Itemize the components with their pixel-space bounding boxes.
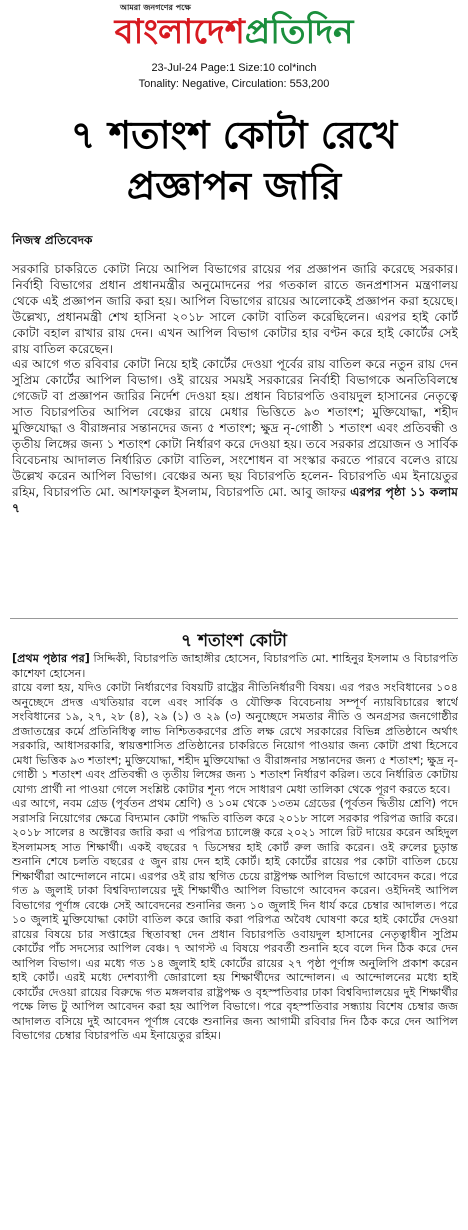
logo-name-red: বাংলাদেশ: [114, 12, 245, 52]
continuation-paragraph-1-text: সিদ্দিকী, বিচারপতি জাহাঙ্গীর হোসেন, বিচারপতি মো. শাহিনুর ইসলাম ও বিচারপতি কাশেফা হোসেন।: [12, 652, 458, 680]
byline: নিজস্ব প্রতিবেদক: [12, 233, 93, 247]
continuation-paragraph-1: [12, 652, 458, 681]
lead-paragraph-2: [12, 357, 458, 516]
lead-paragraph-2-text: এর আগে গত রবিবার কোটা নিয়ে হাই কোর্টের দেওয়া পূর্বের রায় বাতিল করে নতুন রায় দেন সুপ্রিম কোর্টের আপিল বিভাগ। ওই রায়ের সময়ই সরকারের নির্বাহী বিভাগকে অনতিবিলম্বে গেজেট বা প্রজ্ঞাপন জারির নির্দেশ দেওয়া হয়। প্রধান বিচারপতি ওবায়দুল হাসানের নেতৃত্বে সাত বিচারপতির আপিল বেঞ্চের রায়ে মেধার ভিত্তিতে ৯৩ শতাংশ; মুক্তিযোদ্ধা, শহীদ মুক্তিযোদ্ধা ও বীরাঙ্গনার সন্তানদের জন্য ৫ শতাংশ; ক্ষুদ্র নৃ-গোষ্ঠী ১ শতাংশ এবং প্রতিবন্ধী ও তৃতীয় লিঙ্গের জন্য ১ শতাংশ কোটা নির্ধারণ করে দেওয়া হয়। তবে সরকার প্রয়োজন ও সার্বিক বিবেচনায় আদালত নির্ধারিত কোটা বাতিল, সংশোধন বা সংস্কার করতে পারবে বলেও রায়ে উল্লেখ করেন আপিল বিভাগ। বেঞ্চের অন্য ছয় বিচারপতি হলেন- বিচারপতি এম ইনায়েতুর রহিম, বিচারপতি মো. আশফাকুল ইসলাম, বিচারপতি মো. আবু জাফর: [12, 357, 458, 499]
lead-article-body: [12, 262, 458, 610]
lead-paragraph-1: সরকারি চাকরিতে কোটা নিয়ে আপিল বিভাগের রায়ের পর প্রজ্ঞাপন জারি করেছে সরকার। নির্বাহী বিভাগের প্রধান প্রধানমন্ত্রীর অনুমোদনের পর গতকাল রাতে জনপ্রশাসন মন্ত্রণালয় থেকে এই প্রজ্ঞাপন জারি করা হয়। আপিল বিভাগের রায়ের আলোকেই প্রজ্ঞাপন করা হয়েছে। উল্লেখ্য, প্রধানমন্ত্রী শেখ হাসিনা ২০১৮ সালে কোটা বাতিল করেছিলেন। এরপর হাই কোর্ট কোটা বহাল রাখার রায় দেন। এখন আপিল বিভাগ কোটার হার বণ্টন করে হাই কোর্টের সেই রায় বাতিল করেছেন।: [12, 262, 458, 356]
logo-name-green: প্রতিদিন: [244, 12, 354, 52]
continued-on-page: এরপর পৃষ্ঠা ১১ কলাম ৭: [12, 484, 458, 515]
continuation-body: [12, 652, 458, 1224]
continued-from-label: [প্রথম পৃষ্ঠার পর]: [12, 652, 90, 665]
headline-line-1: ৭ শতাংশ কোটা রেখে: [70, 113, 398, 157]
continuation-title: ৭ শতাংশ কোটা: [181, 631, 287, 651]
section-divider: [10, 618, 458, 619]
masthead: [0, 0, 468, 58]
headline-line-2: প্রজ্ঞাপন জারি: [126, 164, 342, 208]
clip-meta-date-size: 23-Jul-24 Page:1 Size:10 col*inch: [151, 62, 317, 74]
newspaper-logo: [0, 12, 468, 58]
clip-meta-tonality: Tonality: Negative, Circulation: 553,200: [138, 78, 330, 90]
continuation-paragraph-3: এর আগে, নবম গ্রেড (পূর্বতন প্রথম শ্রেণি) ও ১০ম থেকে ১৩তম গ্রেডের (পূর্বতন দ্বিতীয় শ্রেণি) পদে সরাসরি নিয়োগের ক্ষেত্রে বিদ্যমান কোটা পদ্ধতি বাতিল করে ২০১৮ সালে সরকার পরিপত্র জারি করে। ২০১৮ সালের ৪ অক্টোবর জারি করা এ পরিপত্র চ্যালেঞ্জ করে ২০২১ সালে রিট দায়ের করেন অহিদুল ইসলামসহ সাত শিক্ষার্থী। একই বছরের ৭ ডিসেম্বর হাই কোর্ট রুল জারি করেন। ওই রুলের চূড়ান্ত শুনানি শেষে চলতি বছরের ৫ জুন রায় দেন হাই কোর্ট। হাই কোর্টের রায়ের পর কোটা বাতিল চেয়ে শিক্ষার্থীরা আন্দোলনে নামে। এরপর ওই রায় স্থগিত চেয়ে রাষ্ট্রপক্ষ আপিল বিভাগে আবেদন করে। পরে গত ৯ জুলাই ঢাকা বিশ্ববিদ্যালয়ের দুই শিক্ষার্থীও আপিল বিভাগে আবেদন করেন। ওইদিনই আপিল বিভাগের পূর্ণাঙ্গ বেঞ্চে সেই আবেদনের শুনানির জন্য ১০ জুলাই দিন ধার্য করে চেম্বার আদালত। পরে ১০ জুলাই মুক্তিযোদ্ধা কোটা বাতিল করে জারি করা পরিপত্র অবৈধ ঘোষণা করে হাই কোর্টের দেওয়া রায়ের বিষয়ে চার সপ্তাহের স্থিতাবস্থা দেন প্রধান বিচারপতি ওবায়দুল হাসানের নেতৃত্বাধীন সুপ্রিম কোর্টের পাঁচ সদস্যের আপিল বেঞ্চ। ৭ আগস্ট এ বিষয়ে পরবর্তী শুনানি হবে বলে দিন ঠিক করে দেন আপিল বিভাগ। এর মধ্যে গত ১৪ জুলাই হাই কোর্টের রায়ের ২৭ পৃষ্ঠা পূর্ণাঙ্গ অনুলিপি প্রকাশ করেন হাই কোর্ট। এরই মধ্যে দেশব্যাপী জোরালো হয় শিক্ষার্থীদের আন্দোলন। এ আন্দোলনের মধ্যে হাই কোর্টের দেওয়া রায়ের বিরুদ্ধে গত মঙ্গলবার রাষ্ট্রপক্ষ ও বৃহস্পতিবার ঢাকা বিশ্ববিদ্যালয়ের দুই শিক্ষার্থীর পক্ষে লিভ টু আপিল আবেদন করা হয় আপিল বিভাগে। পরে বৃহস্পতিবার সন্ধ্যায় বিশেষ চেম্বার জজ আদালত বসিয়ে দুই আবেদন পূর্ণাঙ্গ বেঞ্চে শুনানির জন্য আগামী রবিবার দিন ঠিক করে দেন আপিল বিভাগের চেম্বার বিচারপতি এম ইনায়েতুর রহিম।: [12, 797, 458, 1042]
continuation-paragraph-2: রায়ে বলা হয়, যদিও কোটা নির্ধারণের বিষয়টি রাষ্ট্রের নীতিনির্ধারণী বিষয়। এর পরও সংবিধানের ১০৪ অনুচ্ছেদে প্রদত্ত এখতিয়ার বলে এবং সার্বিক ও যৌক্তিক বিবেচনায় সম্পূর্ণ ন্যায়বিচারের স্বার্থে সংবিধানের ১৯, ২৭, ২৮ (৪), ২৯ (১) ও ২৯ (৩) অনুচ্ছেদে সমতার নীতি ও অনগ্রসর জনগোষ্ঠীর প্রজাতন্ত্রের কর্মে প্রতিনিধিত্ব লাভ নিশ্চিতকরণের প্রতি লক্ষ রেখে সরকারের বিভিন্ন প্রতিষ্ঠানে অর্থাৎ সরকারি, আধাসরকারি, স্বায়ত্তশাসিত প্রতিষ্ঠানের চাকরিতে নিয়োগ পাওয়ার জন্য কোটা প্রথা হিসেবে মেধা ভিত্তিক ৯৩ শতাংশ; মুক্তিযোদ্ধা, শহীদ মুক্তিযোদ্ধা ও বীরাঙ্গনার সন্তানদের জন্য ৫ শতাংশ; ক্ষুদ্র নৃ-গোষ্ঠী ১ শতাংশ এবং প্রতিবন্ধী ও তৃতীয় লিঙ্গের জন্য ১ শতাংশ নির্ধারণ করিল। তবে নির্ধারিত কোটায় যোগ্য প্রার্থী না পাওয়া গেলে সংশ্লিষ্ট কোটার শূন্য পদে সাধারণ মেধা তালিকা থেকে পূরণ করতে হবে।: [12, 681, 458, 796]
masthead-tagline: আমরা জনগণের পক্ষে: [120, 3, 191, 12]
